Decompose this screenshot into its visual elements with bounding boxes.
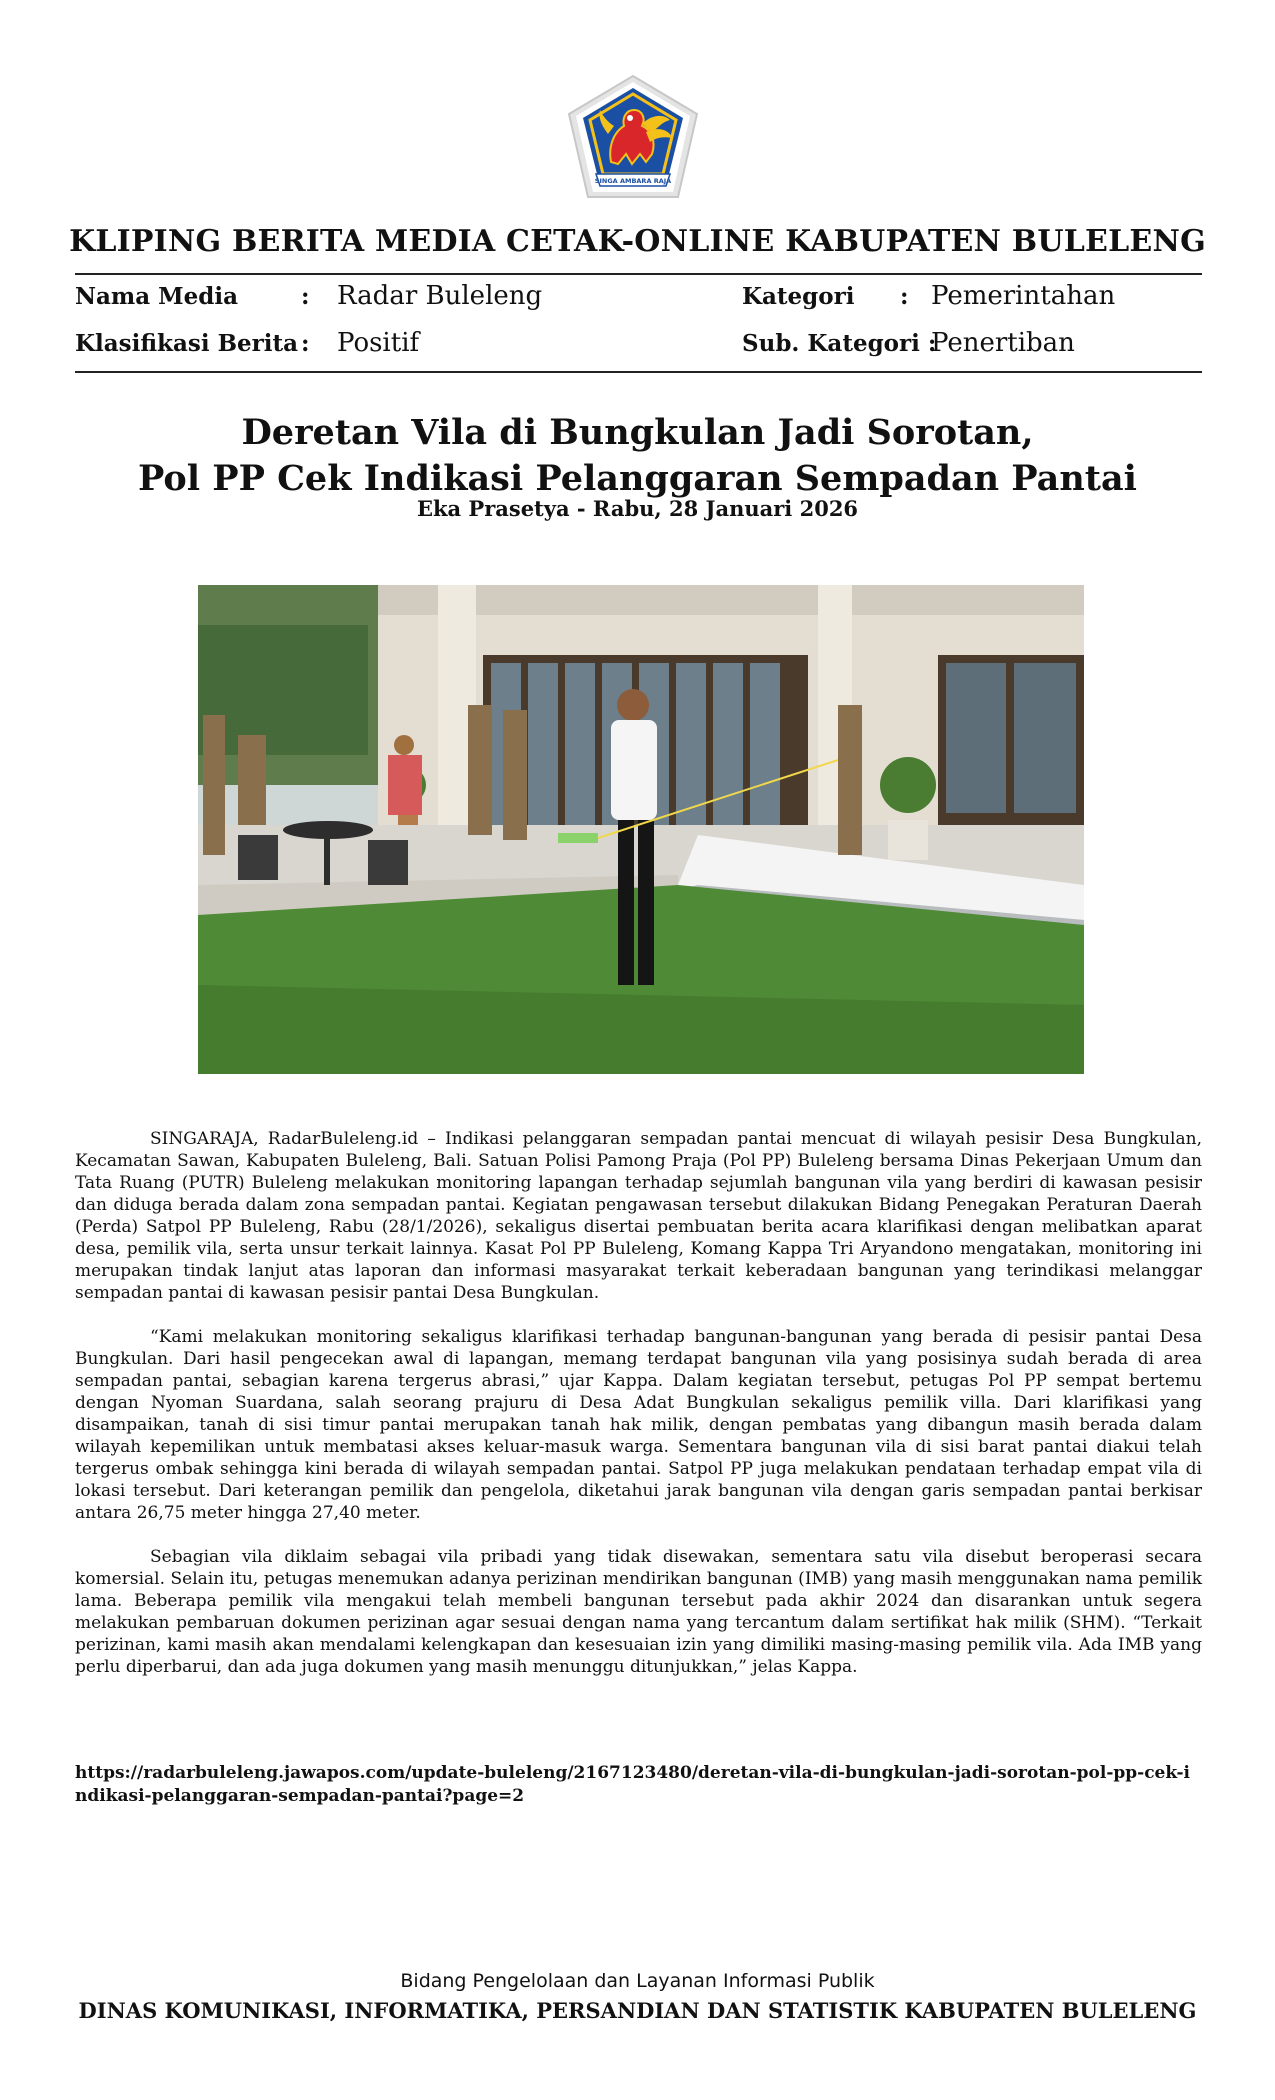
- article-body: [75, 1128, 1202, 1700]
- kategori-colon: :: [900, 283, 909, 310]
- document-title: KLIPING BERITA MEDIA CETAK-ONLINE KABUPATEN BULELENG: [69, 224, 1206, 259]
- footer-department: Bidang Pengelolaan dan Layanan Informasi Publik: [400, 1970, 875, 1992]
- nama-media-colon: :: [301, 283, 310, 310]
- klasifikasi-label: Klasifikasi Berita: [75, 330, 299, 357]
- headline-line-1: Deretan Vila di Bungkulan Jadi Sorotan,: [241, 412, 1034, 453]
- subkategori-value: Penertiban: [931, 328, 1075, 358]
- article-photo: [198, 585, 1084, 1074]
- article-paragraph: SINGARAJA, RadarBuleleng.id – Indikasi pelanggaran sempadan pantai mencuat di wilayah pesisir Desa Bungkulan, Kecamatan Sawan, Kabupaten Buleleng, Bali. Satuan Polisi Pamong Praja (Pol PP) Buleleng bersama Dinas Pekerjaan Umum dan Tata Ruang (PUTR) Buleleng melakukan monitoring lapangan terhadap sejumlah bangunan vila yang berdiri di kawasan pesisir dan diduga berada dalam zona sempadan pantai. Kegiatan pengawasan tersebut dilakukan Bidang Penegakan Peraturan Daerah (Perda) Satpol PP Buleleng, Rabu (28/1/2026), sekaligus disertai pembuatan berita acara klarifikasi dengan melibatkan aparat desa, pemilik vila, serta unsur terkait lainnya. Kasat Pol PP Buleleng, Komang Kappa Tri Aryandono mengatakan, monitoring ini merupakan tindak lanjut atas laporan dan informasi masyarakat terkait keberadaan bangunan yang terindikasi melanggar sempadan pantai di kawasan pesisir pantai Desa Bungkulan.: [75, 1129, 1202, 1303]
- article-paragraph: “Kami melakukan monitoring sekaligus klarifikasi terhadap bangunan-bangunan yang berada di pesisir pantai Desa Bungkulan. Dari hasil pengecekan awal di lapangan, memang terdapat bangunan vila yang posisinya sudah berada di area sempadan pantai, sebagian karena tergerus abrasi,” ujar Kappa. Dalam kegiatan tersebut, petugas Pol PP sempat bertemu dengan Nyoman Suardana, salah seorang prajuru di Desa Adat Bungkulan sekaligus pemilik villa. Dari klarifikasi yang disampaikan, tanah di sisi timur pantai merupakan tanah hak milik, dengan pembatas yang dibangun masih berada dalam wilayah kepemilikan untuk membatasi akses keluar-masuk warga. Sementara bangunan vila di sisi barat pantai diakui telah tergerus ombak sehingga kini berada di wilayah sempadan pantai. Satpol PP juga melakukan pendataan terhadap empat vila di lokasi tersebut. Dari keterangan pemilik dan pengelola, diketahui jarak bangunan vila dengan garis sempadan pantai berkisar antara 26,75 meter hingga 27,40 meter.: [75, 1327, 1202, 1523]
- buleleng-emblem-icon: [566, 74, 700, 200]
- nama-media-label: Nama Media: [75, 283, 238, 310]
- footer-agency: DINAS KOMUNIKASI, INFORMATIKA, PERSANDIAN DAN STATISTIK KABUPATEN BULELENG: [78, 1998, 1197, 2023]
- logo-caption: SINGA AMBARA RAJA: [594, 177, 672, 185]
- headline-line-2: Pol PP Cek Indikasi Pelanggaran Sempadan Pantai: [138, 458, 1137, 499]
- byline: Eka Prasetya - Rabu, 28 Januari 2026: [416, 496, 859, 521]
- top-divider: [75, 273, 1202, 275]
- kategori-label: Kategori: [742, 283, 855, 310]
- article-paragraph: Sebagian vila diklaim sebagai vila pribadi yang tidak disewakan, sementara satu vila disebut beroperasi secara komersial. Selain itu, petugas menemukan adanya perizinan mendirikan bangunan (IMB) yang masih menggunakan nama pemilik lama. Beberapa pemilik vila mengakui telah membeli bangunan tersebut pada akhir 2024 dan disarankan untuk segera melakukan pembaruan dokumen perizinan agar sesuai dengan nama yang tercantum dalam sertifikat hak milik (SHM). “Terkait perizinan, kami masih akan mendalami kelengkapan dan kesesuaian izin yang dimiliki masing-masing pemilik vila. Ada IMB yang perlu diperbarui, dan ada juga dokumen yang masih menunggu ditunjukkan,” jelas Kappa.: [75, 1547, 1202, 1677]
- meta-divider: [75, 371, 1202, 373]
- kategori-value: Pemerintahan: [931, 281, 1116, 311]
- nama-media-value: Radar Buleleng: [337, 281, 543, 311]
- subkategori-label: Sub. Kategori :: [742, 330, 937, 357]
- klasifikasi-colon: :: [301, 330, 310, 357]
- klasifikasi-value: Positif: [337, 328, 420, 358]
- source-link[interactable]: https://radarbuleleng.jawapos.com/update-buleleng/2167123480/deretan-vila-di-bungkulan-jadi-sorotan-pol-pp-cek-indikasi-pelanggaran-sempadan-pantai?page=2: [75, 1763, 1190, 1806]
